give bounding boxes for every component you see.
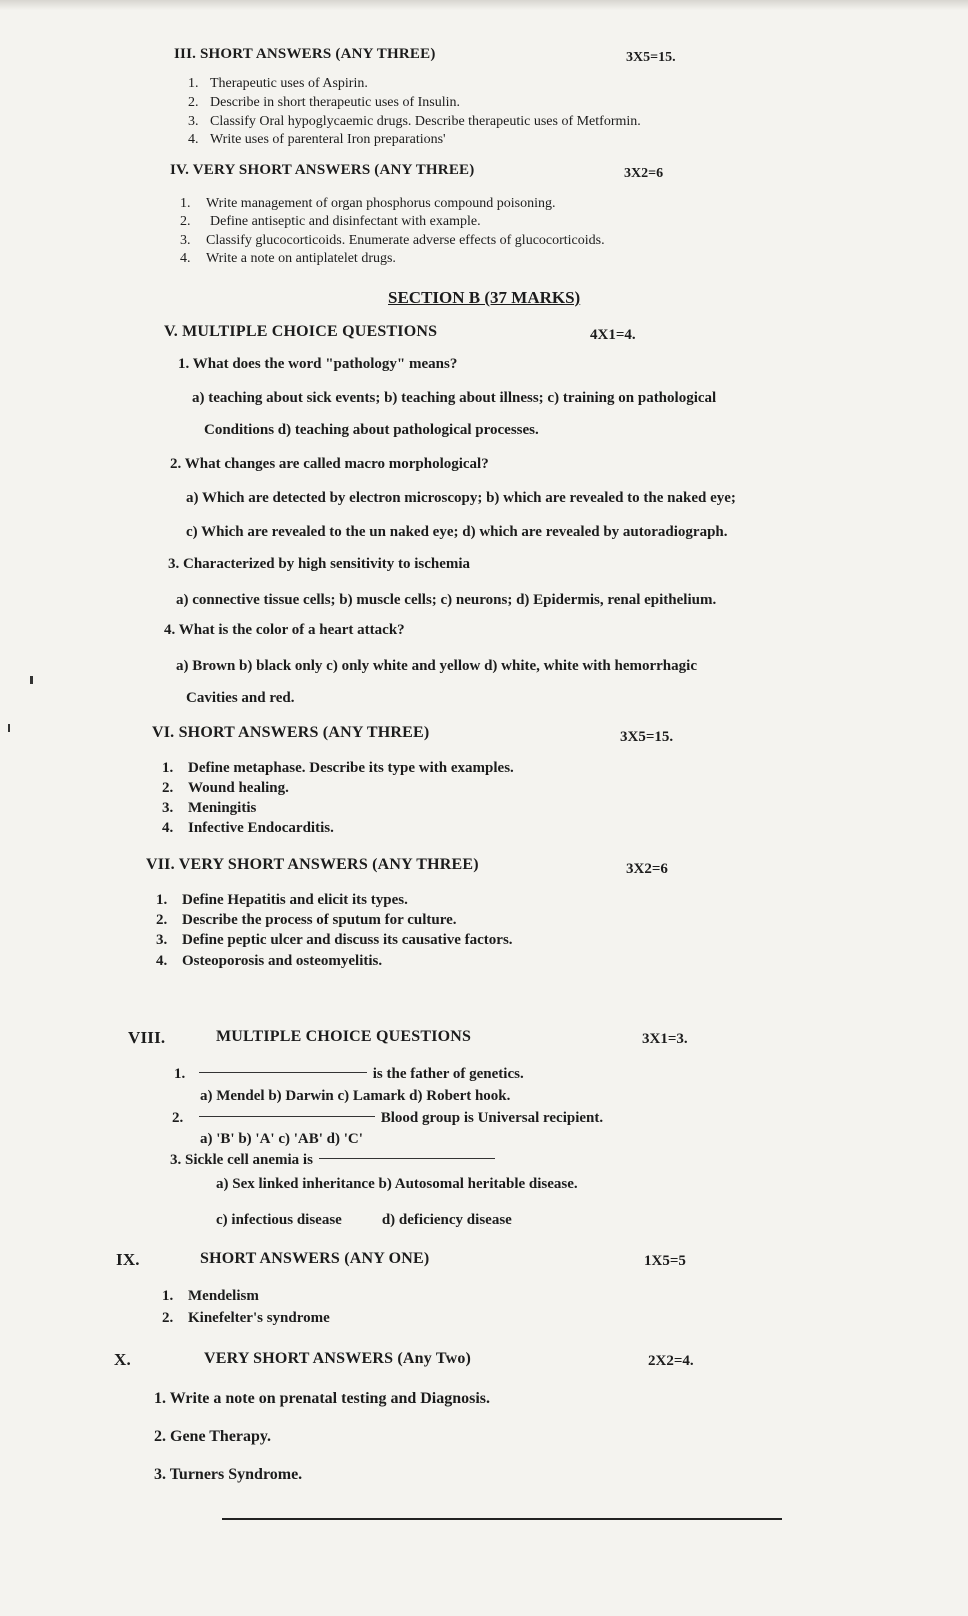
section-viii-number: VIII. [128, 1028, 166, 1047]
question-options: a) Brown b) black only c) only white and yellow d) white, white with hemorrhagic [176, 658, 697, 674]
section-viii-marks: 3X1=3. [642, 1031, 688, 1047]
question-options: a) connective tissue cells; b) muscle cells; c) neurons; d) Epidermis, renal epithelium. [176, 592, 717, 608]
answer-blank [199, 1072, 367, 1073]
section-b-title: SECTION B (37 MARKS) [388, 288, 581, 307]
question-options: a) Sex linked inheritance b) Autosomal heritable disease. [216, 1176, 578, 1192]
section-iv-marks: 3X2=6 [624, 166, 664, 181]
list-item: 1. Mendelism [162, 1288, 259, 1304]
list-item: 2. Describe in short therapeutic uses of Insulin. [188, 95, 460, 110]
list-item: 3. Meningitis [162, 800, 257, 816]
list-item: 3. Turners Syndrome. [154, 1466, 303, 1483]
question-text: 4. What is the color of a heart attack? [164, 622, 405, 638]
section-vii-marks: 3X2=6 [626, 861, 668, 877]
section-vi-marks: 3X5=15. [620, 729, 674, 745]
fill-blank-question: 2. Blood group is Universal recipient. [172, 1110, 604, 1126]
list-item: 3. Classify glucocorticoids. Enumerate adverse effects of glucocorticoids. [180, 233, 605, 248]
section-vi-heading: VI. SHORT ANSWERS (ANY THREE) [152, 724, 430, 741]
list-item: 2. Describe the process of sputum for culture. [156, 912, 457, 928]
list-item: 2. Define antiseptic and disinfectant with example. [180, 214, 481, 229]
question-options: a) teaching about sick events; b) teaching about illness; c) training on pathological [192, 390, 717, 406]
list-item: 4. Write a note on antiplatelet drugs. [180, 251, 396, 266]
list-item: 1. Define Hepatitis and elicit its types. [156, 892, 408, 908]
list-item: 4. Osteoporosis and osteomyelitis. [156, 953, 383, 969]
list-item: 3. Define peptic ulcer and discuss its causative factors. [156, 932, 513, 948]
section-iii-heading: III. SHORT ANSWERS (ANY THREE) [174, 46, 436, 62]
section-iv-heading: IV. VERY SHORT ANSWERS (ANY THREE) [170, 162, 475, 178]
question-options: a) Which are detected by electron microscopy; b) which are revealed to the naked eye; [186, 490, 736, 506]
question-options: c) infectious disease d) deficiency disease [216, 1212, 512, 1228]
list-item: 2. Gene Therapy. [154, 1428, 272, 1445]
question-text: 2. What changes are called macro morphological? [170, 456, 489, 472]
list-item: 1. Write a note on prenatal testing and Diagnosis. [154, 1390, 491, 1407]
answer-blank [319, 1158, 495, 1159]
question-text: 3. Characterized by high sensitivity to ischemia [168, 556, 471, 572]
section-ix-number: IX. [116, 1250, 140, 1269]
question-options: a) Mendel b) Darwin c) Lamark d) Robert hook. [200, 1088, 511, 1104]
section-v-heading: V. MULTIPLE CHOICE QUESTIONS [164, 323, 438, 340]
list-item: 1. Write management of organ phosphorus compound poisoning. [180, 196, 556, 211]
list-item: 2. Kinefelter's syndrome [162, 1310, 330, 1326]
section-vii-heading: VII. VERY SHORT ANSWERS (ANY THREE) [146, 856, 479, 873]
section-ix-heading: SHORT ANSWERS (ANY ONE) [200, 1250, 430, 1267]
end-rule [222, 1518, 782, 1520]
list-item: 4. Infective Endocarditis. [162, 820, 334, 836]
margin-mark [30, 676, 33, 684]
section-viii-heading: MULTIPLE CHOICE QUESTIONS [216, 1028, 472, 1045]
section-x-number: X. [114, 1350, 131, 1369]
page-top-shadow [0, 0, 968, 10]
list-item: 3. Classify Oral hypoglycaemic drugs. Describe therapeutic uses of Metformin. [188, 114, 641, 129]
question-options: a) 'B' b) 'A' c) 'AB' d) 'C' [200, 1131, 363, 1147]
section-v-marks: 4X1=4. [590, 327, 636, 343]
list-item: 4. Write uses of parenteral Iron preparations' [188, 132, 446, 147]
section-ix-marks: 1X5=5 [644, 1253, 686, 1269]
list-item: 2. Wound healing. [162, 780, 289, 796]
fill-blank-question: 3. Sickle cell anemia is [170, 1152, 497, 1169]
question-options: Conditions d) teaching about pathological processes. [204, 422, 539, 438]
answer-blank [199, 1116, 375, 1117]
list-item: 1. Define metaphase. Describe its type with examples. [162, 760, 514, 776]
section-iii-marks: 3X5=15. [626, 50, 676, 65]
section-x-marks: 2X2=4. [648, 1353, 694, 1369]
fill-blank-question: 1. is the father of genetics. [174, 1066, 524, 1082]
section-x-heading: VERY SHORT ANSWERS (Any Two) [204, 1350, 472, 1367]
question-options: Cavities and red. [186, 690, 295, 706]
question-text: 1. What does the word "pathology" means? [178, 356, 458, 372]
list-item: 1. Therapeutic uses of Aspirin. [188, 76, 368, 91]
question-options: c) Which are revealed to the un naked eye; d) which are revealed by autoradiograph. [186, 524, 728, 540]
margin-mark [8, 724, 10, 732]
